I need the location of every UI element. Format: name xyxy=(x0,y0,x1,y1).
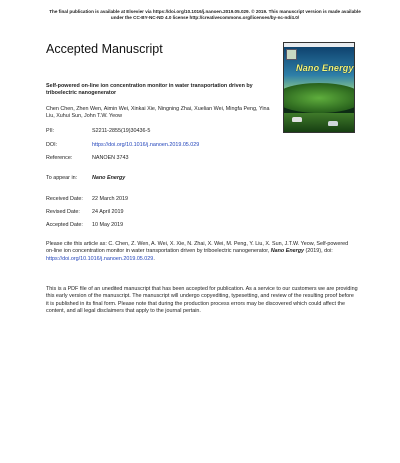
accepted-value: 10 May 2019 xyxy=(92,222,124,228)
received-row xyxy=(46,196,346,203)
license-notice-line1: The final publication is available at Elsevier via https://doi.org/10.1016/j.nanoen.2019.05.029. © 2019. This manuscript version is made available xyxy=(49,9,361,14)
pii-value: S2211-2855(19)30436-5 xyxy=(92,128,151,134)
citation-end: . xyxy=(153,255,155,262)
disclaimer-text: This is a PDF file of an unedited manuscript that has been accepted for publication. As a service to our customers we are providing this early version of the manuscript. The manuscript will undergo copyediting, typesetting, and review of the resulting proof before it is published in its final form. Please note that during the production process errors may be discovered which could affect the content, and all legal disclaimers that apply to the journal pertain. xyxy=(46,286,358,315)
reference-row xyxy=(46,155,346,162)
author-list: Chen Chen, Zhen Wen, Aimin Wei, Xinkai Xie, Ningning Zhai, Xuelian Wei, Mingfa Peng, Yina Liu, Xuhui Sun, John T.W. Yeow xyxy=(46,106,270,120)
cover-journal-name: Nano Energy xyxy=(296,63,354,73)
received-value: 22 March 2019 xyxy=(92,196,128,202)
appear-in-label: To appear in: xyxy=(46,175,78,181)
doi-link[interactable]: https://doi.org/10.1016/j.nanoen.2019.05.029 xyxy=(92,142,200,148)
cover-car-icon xyxy=(292,117,302,122)
accepted-label: Accepted Date: xyxy=(46,222,83,228)
citation-block xyxy=(46,241,356,263)
citation-suffix: (2019), doi: xyxy=(304,248,333,255)
citation-doi-link[interactable]: https://doi.org/10.1016/j.nanoen.2019.05.029 xyxy=(46,255,154,262)
citation-journal: Nano Energy xyxy=(270,248,304,255)
cover-wave xyxy=(283,83,355,113)
revised-value: 24 April 2019 xyxy=(92,209,124,215)
license-notice-line2: under the CC-BY-NC-ND 4.0 license http://creativecommons.org/licenses/by-nc-nd/4.0/ xyxy=(110,15,300,20)
appear-in-journal: Nano Energy xyxy=(92,175,126,181)
citation-prefix: Please cite this article as: C. Chen, Z. Wen, A. Wei, X. Xie, N. Zhai, X. Wei, M. Peng, Y. Liu, X. Sun, J.T.W. Yeow, Self-powered on-line ion concentration monitor in water transportation driven by triboelectric nanogenerator, xyxy=(46,241,349,255)
doi-label: DOI: xyxy=(46,142,58,148)
article-title: Self-powered on-line ion concentration monitor in water transportation driven by triboelectric nanogenerator xyxy=(46,83,253,97)
reference-value: NANOEN 3743 xyxy=(92,155,129,161)
revised-row xyxy=(46,209,346,216)
journal-cover-image xyxy=(283,42,355,133)
license-notice xyxy=(30,9,380,21)
cover-car-icon xyxy=(328,121,338,126)
received-label: Received Date: xyxy=(46,196,83,202)
pii-label: PII: xyxy=(46,128,55,134)
revised-label: Revised Date: xyxy=(46,209,80,215)
cover-top-bar xyxy=(284,43,354,47)
doi-row xyxy=(46,142,346,149)
accepted-row xyxy=(46,222,346,229)
cover-ground xyxy=(284,113,354,132)
reference-label: Reference: xyxy=(46,155,73,161)
appear-in-row xyxy=(46,175,346,182)
publisher-logo-icon xyxy=(286,49,297,60)
page-heading: Accepted Manuscript xyxy=(46,42,163,56)
